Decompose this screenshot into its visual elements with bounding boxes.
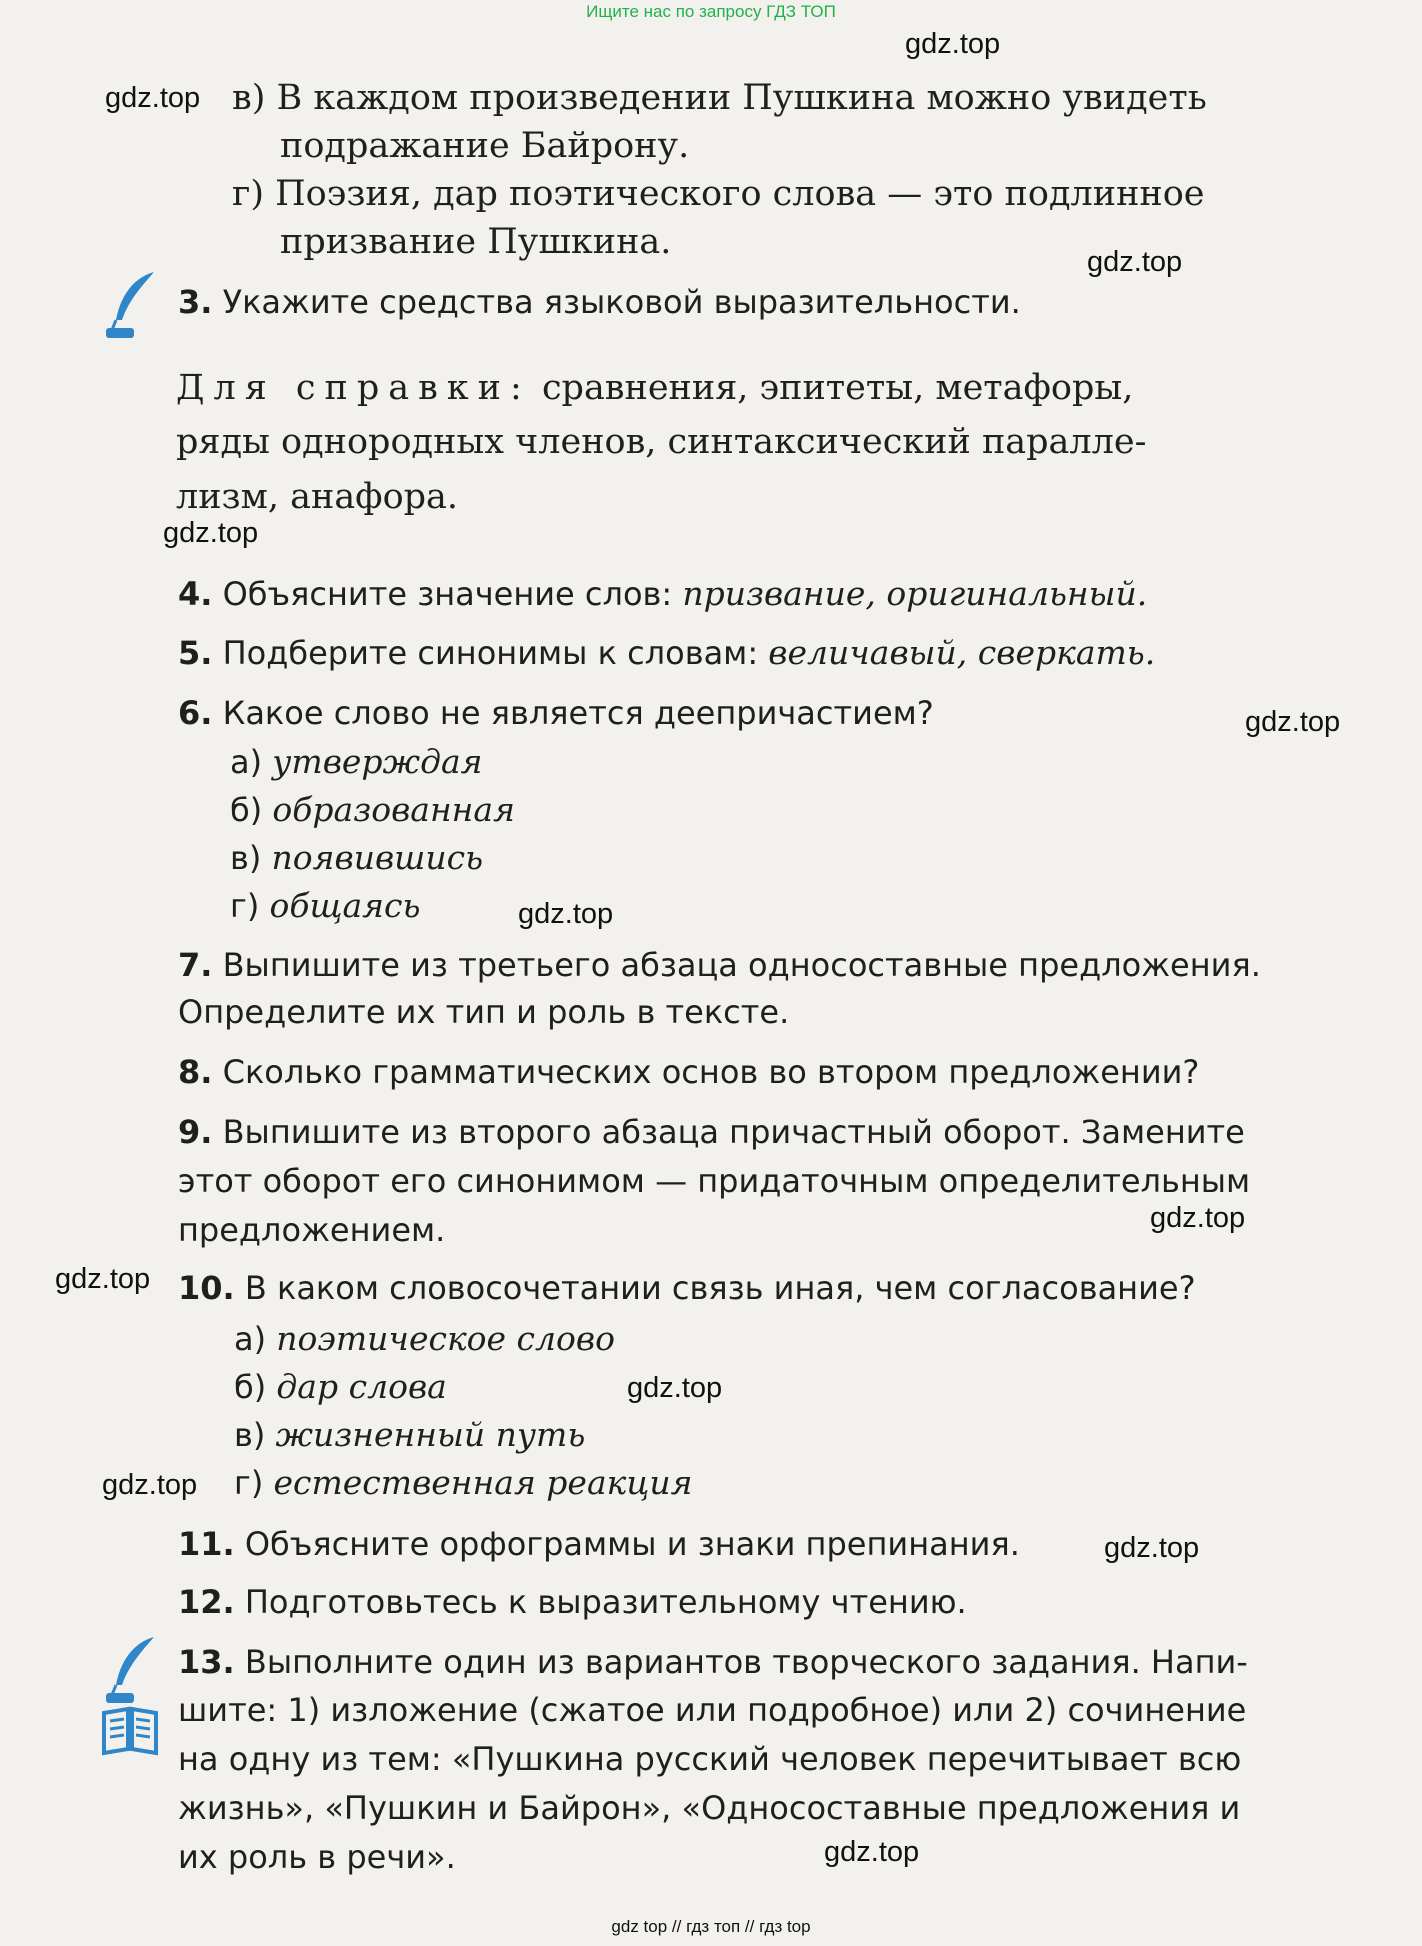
task-13-line: жизнь», «Пушкин и Байрон», «Односоставные предложения и bbox=[178, 1789, 1241, 1827]
watermark: gdz.top bbox=[163, 517, 259, 549]
task-9: 9. Выпишите из второго абзаца причастный оборот. Замените bbox=[178, 1113, 1245, 1151]
option-line: в) жизненный путь bbox=[234, 1415, 586, 1454]
reference-line: Для справки: сравнения, эпитеты, метафоры, bbox=[176, 368, 1134, 408]
reference-line: ряды однородных членов, синтаксический паралле- bbox=[176, 422, 1147, 462]
option-line: а) утверждая bbox=[230, 742, 483, 781]
watermark: gdz.top bbox=[1087, 246, 1183, 278]
task-9-line: предложением. bbox=[178, 1211, 446, 1249]
option-line: подражание Байрону. bbox=[280, 126, 690, 166]
task-13-line: шите: 1) изложение (сжатое или подробное) или 2) сочинение bbox=[178, 1691, 1247, 1729]
option-line: в) В каждом произведении Пушкина можно увидеть bbox=[232, 78, 1207, 118]
task-9-line: этот оборот его синонимом — придаточным определительным bbox=[178, 1162, 1251, 1200]
task-13-line: на одну из тем: «Пушкина русский человек перечитывает всю bbox=[178, 1740, 1242, 1778]
option-line: г) общаясь bbox=[230, 886, 421, 925]
task-10: 10. В каком словосочетании связь иная, чем согласование? bbox=[178, 1269, 1196, 1307]
task-7-line: Определите их тип и роль в тексте. bbox=[178, 993, 790, 1031]
option-line: б) образованная bbox=[230, 790, 515, 829]
option-line: г) Поэзия, дар поэтического слова — это подлинное bbox=[232, 174, 1205, 214]
task-13: 13. Выполните один из вариантов творческого задания. Напи- bbox=[178, 1643, 1248, 1681]
task-13-line: их роль в речи». bbox=[178, 1838, 456, 1876]
task-8: 8. Сколько грамматических основ во втором предложении? bbox=[178, 1053, 1200, 1091]
task-4: 4. Объясните значение слов: призвание, оригинальный. bbox=[178, 574, 1148, 613]
quill-icon bbox=[102, 268, 162, 340]
option-line: б) дар слова bbox=[234, 1367, 447, 1406]
top-banner[interactable]: Ищите нас по запросу ГДЗ ТОП bbox=[586, 2, 836, 21]
option-line: призвание Пушкина. bbox=[280, 222, 672, 262]
watermark: gdz.top bbox=[824, 1836, 920, 1868]
option-line: г) естественная реакция bbox=[234, 1463, 693, 1502]
book-icon bbox=[100, 1705, 160, 1757]
watermark: gdz.top bbox=[1245, 706, 1341, 738]
watermark: gdz.top bbox=[627, 1372, 723, 1404]
task-3: 3. Укажите средства языковой выразительности. bbox=[178, 283, 1021, 321]
option-line: в) появившись bbox=[230, 838, 484, 877]
task-7: 7. Выпишите из третьего абзаца односоставные предложения. bbox=[178, 946, 1261, 984]
task-5: 5. Подберите синонимы к словам: величавый, сверкать. bbox=[178, 633, 1156, 672]
task-12: 12. Подготовьтесь к выразительному чтению. bbox=[178, 1583, 967, 1621]
watermark: gdz.top bbox=[1150, 1202, 1246, 1234]
watermark: gdz.top bbox=[105, 82, 201, 114]
watermark: gdz.top bbox=[1104, 1532, 1200, 1564]
watermark: gdz.top bbox=[55, 1263, 151, 1295]
watermark: gdz.top bbox=[905, 28, 1001, 60]
footer-links[interactable]: gdz top // гдз топ // гдз top bbox=[611, 1917, 811, 1936]
option-line: а) поэтическое слово bbox=[234, 1319, 615, 1358]
quill-icon bbox=[102, 1633, 162, 1705]
task-6: 6. Какое слово не является деепричастием? bbox=[178, 694, 934, 732]
reference-line: лизм, анафора. bbox=[176, 477, 459, 517]
task-11: 11. Объясните орфограммы и знаки препинания. bbox=[178, 1525, 1020, 1563]
watermark: gdz.top bbox=[518, 898, 614, 930]
watermark: gdz.top bbox=[102, 1469, 198, 1501]
